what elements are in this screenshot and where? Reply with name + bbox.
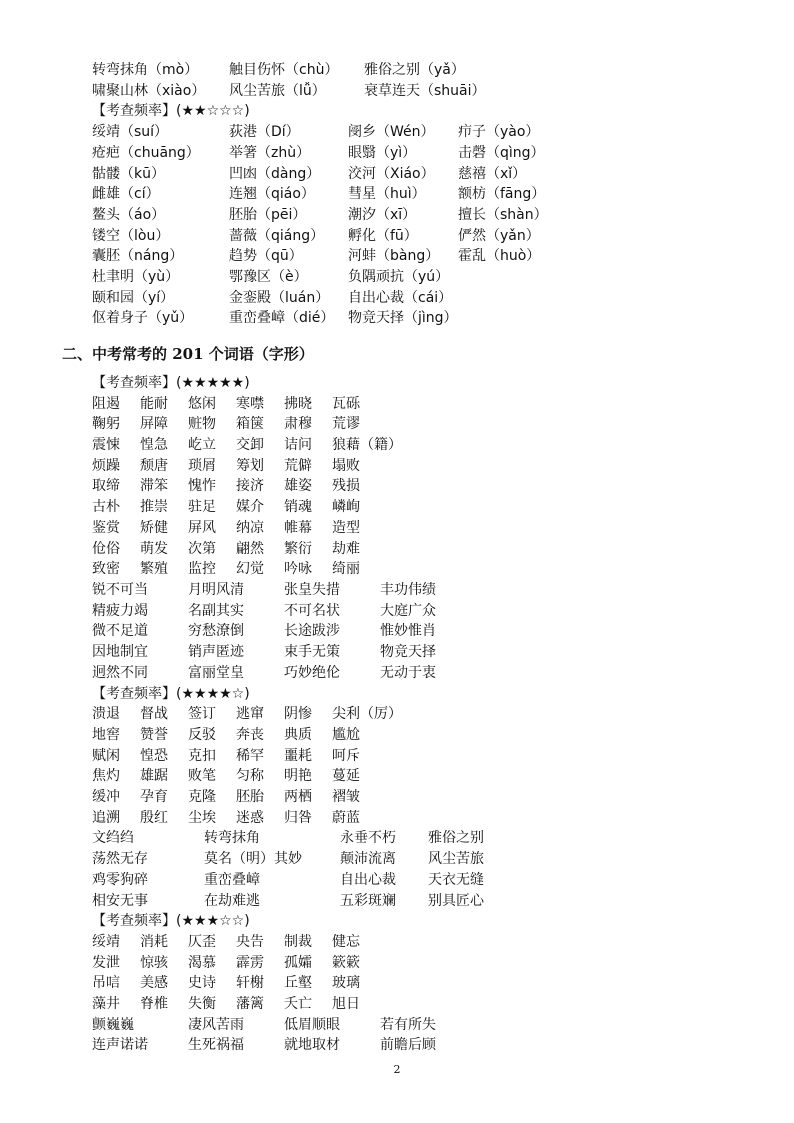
word: 次第 xyxy=(188,541,216,557)
word: 荒僻 xyxy=(284,458,312,474)
idiom: 微不足道 xyxy=(92,623,148,639)
word: 藩篱 xyxy=(236,996,264,1012)
idiom: 锐不可当 xyxy=(92,582,148,598)
pinyin-word: 趋势（qū） xyxy=(229,248,303,264)
idiom: 鸡零狗碎 xyxy=(92,872,148,888)
idiom: 迥然不同 xyxy=(92,665,148,681)
word: 胚胎 xyxy=(236,789,264,805)
pinyin-word: 转弯抹角（mò） xyxy=(92,62,199,78)
pinyin-word: 疖子（yào） xyxy=(458,124,540,140)
word: 尘埃 xyxy=(188,810,216,826)
word: 寒噤 xyxy=(236,396,264,412)
idiom: 物竞天择 xyxy=(380,644,436,660)
idiom: 销声匿迹 xyxy=(188,644,244,660)
word: 荒谬 xyxy=(332,416,360,432)
idiom: 雅俗之别 xyxy=(428,830,484,846)
word: 诘问 xyxy=(284,437,312,453)
word: 惊骇 xyxy=(140,955,168,971)
idiom: 无动于衷 xyxy=(380,665,436,681)
idiom: 前瞻后顾 xyxy=(380,1037,436,1053)
word: 败笔 xyxy=(188,768,216,784)
pinyin-word: 镂空（lòu） xyxy=(92,228,170,244)
word: 古朴 xyxy=(92,499,120,515)
pinyin-word: 胚胎（pēi） xyxy=(229,207,307,223)
frequency-label: 【考查频率】(★★★☆☆) xyxy=(92,913,250,929)
word: 典质 xyxy=(284,727,312,743)
idiom: 永垂不朽 xyxy=(340,830,396,846)
word: 箱箧 xyxy=(236,416,264,432)
word: 赋闲 xyxy=(92,748,120,764)
word: 尴尬 xyxy=(332,727,360,743)
word: 明艳 xyxy=(284,768,312,784)
pinyin-word: 绥靖（suí） xyxy=(92,124,169,140)
word: 肃穆 xyxy=(284,416,312,432)
pinyin-word: 击磬（qìng） xyxy=(458,145,545,161)
word: 溃退 xyxy=(92,706,120,722)
pinyin-word: 雌雄（cí） xyxy=(92,186,160,202)
pinyin-word: 负隅顽抗（yú） xyxy=(348,269,450,285)
word: 监控 xyxy=(188,561,216,577)
word: 致密 xyxy=(92,561,120,577)
pinyin-word: 河蚌（bàng） xyxy=(348,248,440,264)
pinyin-word: 风尘苦旅（lǚ） xyxy=(229,83,326,99)
word: 屹立 xyxy=(188,437,216,453)
word: 健忘 xyxy=(332,934,360,950)
word: 驻足 xyxy=(188,499,216,515)
word: 狼藉（籍） xyxy=(332,437,402,453)
idiom: 凄风苦雨 xyxy=(188,1017,244,1033)
word: 美感 xyxy=(140,975,168,991)
word: 奔丧 xyxy=(236,727,264,743)
idiom: 风尘苦旅 xyxy=(428,851,484,867)
word: 雄踞 xyxy=(140,768,168,784)
pinyin-word: 伛着身子（yǔ） xyxy=(92,310,194,326)
idiom: 文绉绉 xyxy=(92,830,134,846)
pinyin-word: 鄂豫区（è） xyxy=(229,269,308,285)
word: 追溯 xyxy=(92,810,120,826)
word: 媒介 xyxy=(236,499,264,515)
idiom: 天衣无缝 xyxy=(428,872,484,888)
word: 赞誉 xyxy=(140,727,168,743)
word: 绮丽 xyxy=(332,561,360,577)
word: 藻井 xyxy=(92,996,120,1012)
pinyin-word: 彗星（huì） xyxy=(348,186,426,202)
word: 帷幕 xyxy=(284,520,312,536)
word: 玻璃 xyxy=(332,975,360,991)
idiom: 相安无事 xyxy=(92,893,148,909)
word: 督战 xyxy=(140,706,168,722)
word: 销魂 xyxy=(284,499,312,515)
word: 伧俗 xyxy=(92,541,120,557)
pinyin-word: 重峦叠嶂（dié） xyxy=(229,310,335,326)
pinyin-word: 衰草连天（shuāi） xyxy=(364,83,486,99)
pinyin-word: 物竞天择（jìng） xyxy=(348,310,458,326)
word: 绥靖 xyxy=(92,934,120,950)
pinyin-word: 擅长（shàn） xyxy=(458,207,548,223)
word: 丘壑 xyxy=(284,975,312,991)
idiom: 自出心裁 xyxy=(340,872,396,888)
word: 央告 xyxy=(236,934,264,950)
word: 签订 xyxy=(188,706,216,722)
pinyin-word: 凹凼（dàng） xyxy=(229,166,321,182)
idiom: 五彩斑斓 xyxy=(340,893,396,909)
idiom: 长途跋涉 xyxy=(284,623,340,639)
word: 阴惨 xyxy=(284,706,312,722)
word: 逃窜 xyxy=(236,706,264,722)
pinyin-word: 颐和园（yí） xyxy=(92,290,175,306)
idiom: 丰功伟绩 xyxy=(380,582,436,598)
word: 稀罕 xyxy=(236,748,264,764)
frequency-label: 【考查频率】(★★☆☆☆) xyxy=(92,103,250,119)
word: 焦灼 xyxy=(92,768,120,784)
idiom: 富丽堂皇 xyxy=(188,665,244,681)
word: 阻遏 xyxy=(92,396,120,412)
idiom: 颤巍巍 xyxy=(92,1017,134,1033)
pinyin-word: 俨然（yǎn） xyxy=(458,228,540,244)
word: 史诗 xyxy=(188,975,216,991)
word: 雄姿 xyxy=(284,478,312,494)
idiom: 不可名状 xyxy=(284,603,340,619)
word: 萌发 xyxy=(140,541,168,557)
word: 塌败 xyxy=(332,458,360,474)
word: 缓冲 xyxy=(92,789,120,805)
word: 交卸 xyxy=(236,437,264,453)
word: 夭亡 xyxy=(284,996,312,1012)
word: 造型 xyxy=(332,520,360,536)
word: 噩耗 xyxy=(284,748,312,764)
word: 失衡 xyxy=(188,996,216,1012)
idiom: 因地制宜 xyxy=(92,644,148,660)
idiom: 别具匠心 xyxy=(428,893,484,909)
pinyin-word: 触目伤怀（chù） xyxy=(229,62,339,78)
idiom: 荡然无存 xyxy=(92,851,148,867)
frequency-label: 【考查频率】(★★★★☆) xyxy=(92,686,250,702)
word: 蔓延 xyxy=(332,768,360,784)
word: 烦躁 xyxy=(92,458,120,474)
pinyin-word: 眼翳（yì） xyxy=(348,145,417,161)
word: 脊椎 xyxy=(140,996,168,1012)
word: 愧怍 xyxy=(188,478,216,494)
word: 矫健 xyxy=(140,520,168,536)
pinyin-word: 连翘（qiáo） xyxy=(229,186,315,202)
pinyin-word: 自出心裁（cái） xyxy=(348,290,453,306)
pinyin-word: 鳌头（áo） xyxy=(92,207,166,223)
word: 繁殖 xyxy=(140,561,168,577)
word: 鉴赏 xyxy=(92,520,120,536)
word: 鞠躬 xyxy=(92,416,120,432)
word: 轩榭 xyxy=(236,975,264,991)
word: 取缔 xyxy=(92,478,120,494)
word: 接济 xyxy=(236,478,264,494)
word: 制裁 xyxy=(284,934,312,950)
word: 克隆 xyxy=(188,789,216,805)
word: 簌簌 xyxy=(332,955,360,971)
word: 吟咏 xyxy=(284,561,312,577)
word: 匀称 xyxy=(236,768,264,784)
word: 孕育 xyxy=(140,789,168,805)
word: 幻觉 xyxy=(236,561,264,577)
word: 蔚蓝 xyxy=(332,810,360,826)
idiom: 生死祸福 xyxy=(188,1037,244,1053)
pinyin-word: 骷髅（kū） xyxy=(92,166,165,182)
word: 呵斥 xyxy=(332,748,360,764)
idiom: 连声诺诺 xyxy=(92,1037,148,1053)
section-heading: 二、中考常考的 201 个词语（字形） xyxy=(62,345,314,363)
idiom: 在劫难逃 xyxy=(204,893,260,909)
word: 滞笨 xyxy=(140,478,168,494)
word: 殷红 xyxy=(140,810,168,826)
pinyin-word: 雅俗之别（yǎ） xyxy=(364,62,465,78)
page-number: 2 xyxy=(393,1063,401,1076)
pinyin-word: 举箸（zhù） xyxy=(229,145,311,161)
pinyin-word: 金銮殿（luán） xyxy=(229,290,330,306)
pinyin-word: 疮疤（chuāng） xyxy=(92,145,200,161)
idiom: 穷愁潦倒 xyxy=(188,623,244,639)
word: 能耐 xyxy=(140,396,168,412)
idiom: 莫名（明）其妙 xyxy=(204,851,302,867)
pinyin-word: 阌乡（Wén） xyxy=(348,124,435,140)
word: 霹雳 xyxy=(236,955,264,971)
idiom: 转弯抹角 xyxy=(204,830,260,846)
word: 翩然 xyxy=(236,541,264,557)
word: 拂晓 xyxy=(284,396,312,412)
word: 克扣 xyxy=(188,748,216,764)
pinyin-word: 囊胚（náng） xyxy=(92,248,184,264)
word: 筹划 xyxy=(236,458,264,474)
word: 褶皱 xyxy=(332,789,360,805)
word: 惶急 xyxy=(140,437,168,453)
idiom: 张皇失措 xyxy=(284,582,340,598)
word: 旭日 xyxy=(332,996,360,1012)
word: 嶙峋 xyxy=(332,499,360,515)
word: 屏障 xyxy=(140,416,168,432)
pinyin-word: 啸聚山林（xiào） xyxy=(92,83,206,99)
pinyin-word: 慈禧（xǐ） xyxy=(458,166,527,182)
word: 颓唐 xyxy=(140,458,168,474)
idiom: 束手无策 xyxy=(284,644,340,660)
word: 瓦砾 xyxy=(332,396,360,412)
idiom: 名副其实 xyxy=(188,603,244,619)
idiom: 低眉顺眼 xyxy=(284,1017,340,1033)
pinyin-word: 杜聿明（yù） xyxy=(92,269,180,285)
pinyin-word: 孵化（fū） xyxy=(348,228,418,244)
word: 两栖 xyxy=(284,789,312,805)
word: 劫难 xyxy=(332,541,360,557)
word: 惶恐 xyxy=(140,748,168,764)
idiom: 精疲力竭 xyxy=(92,603,148,619)
word: 仄歪 xyxy=(188,934,216,950)
idiom: 巧妙绝伦 xyxy=(284,665,340,681)
word: 吊唁 xyxy=(92,975,120,991)
idiom: 月明风清 xyxy=(188,582,244,598)
word: 尖利（厉） xyxy=(332,706,402,722)
idiom: 就地取材 xyxy=(284,1037,340,1053)
pinyin-word: 荻港（Dí） xyxy=(229,124,300,140)
word: 纳凉 xyxy=(236,520,264,536)
pinyin-word: 霍乱（huò） xyxy=(458,248,541,264)
frequency-label: 【考查频率】(★★★★★) xyxy=(92,375,250,391)
word: 悠闲 xyxy=(188,396,216,412)
word: 赃物 xyxy=(188,416,216,432)
idiom: 大庭广众 xyxy=(380,603,436,619)
word: 反驳 xyxy=(188,727,216,743)
word: 繁衍 xyxy=(284,541,312,557)
idiom: 重峦叠嶂 xyxy=(204,872,260,888)
idiom: 若有所失 xyxy=(380,1017,436,1033)
pinyin-word: 潮汐（xī） xyxy=(348,207,417,223)
word: 琐屑 xyxy=(188,458,216,474)
word: 地窖 xyxy=(92,727,120,743)
word: 震悚 xyxy=(92,437,120,453)
word: 消耗 xyxy=(140,934,168,950)
pinyin-word: 蔷薇（qiáng） xyxy=(229,228,325,244)
pinyin-word: 洨河（Xiáo） xyxy=(348,166,435,182)
word: 渴慕 xyxy=(188,955,216,971)
word: 孤孀 xyxy=(284,955,312,971)
pinyin-word: 额枋（fāng） xyxy=(458,186,546,202)
word: 推崇 xyxy=(140,499,168,515)
word: 残损 xyxy=(332,478,360,494)
idiom: 颠沛流离 xyxy=(340,851,396,867)
word: 屏风 xyxy=(188,520,216,536)
word: 归咎 xyxy=(284,810,312,826)
idiom: 惟妙惟肖 xyxy=(380,623,436,639)
word: 迷惑 xyxy=(236,810,264,826)
word: 发泄 xyxy=(92,955,120,971)
